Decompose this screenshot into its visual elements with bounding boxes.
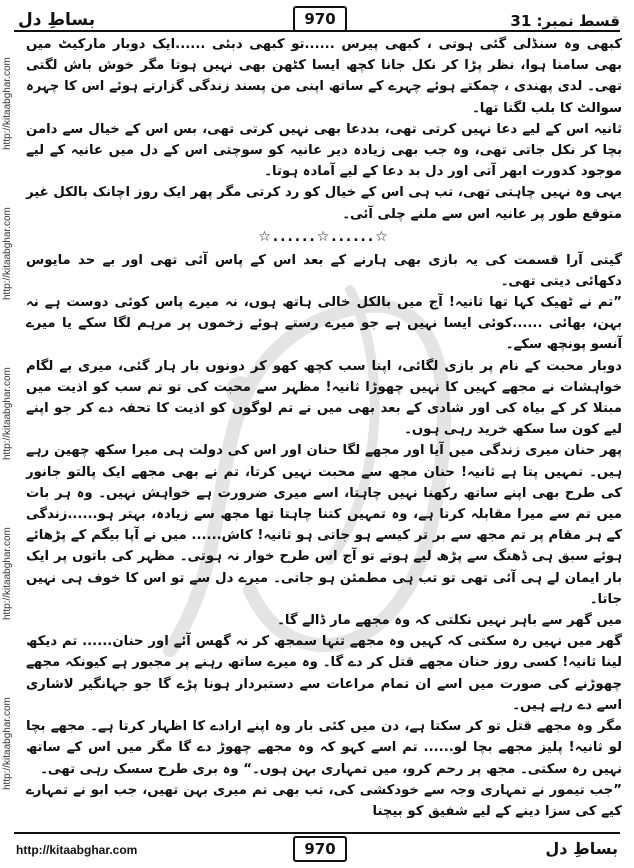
paragraph: ثانیہ اس کے لیے دعا نہیں کرتی تھی، بددعا بھی نہیں کرتی تھی، بس اس کے خیال سے دامن بچا کر نکل جاتی تھی، وہ جب بھی زیادہ دیر عانیہ کو سوچتی اس کے دل میں عانیہ کے لیے موجود کدورت ابھر آتی اور دل بد دعا کے لیے آمادہ ہوتا۔	[26, 121, 622, 180]
paragraph: گھر میں نہیں رہ سکتی کہ کہیں وہ مجھے تنہا سمجھ کر نہ گھس آئے اور حنان...... تم دیکھ لینا ثانیہ! کسی روز حنان مجھے قتل کر دے گا۔ وہ میرے ساتھ رہنے پر مجبور ہے کیونکہ مجھے چھوڑنے کی صورت میں اسے ان تمام مراعات سے دستبردار ہونا پڑے گا جو جہانگیر لاشاری اسے دے رہے ہیں۔	[26, 634, 622, 713]
paragraph: دوبار محبت کے نام پر بازی لگائی، اپنا سب کچھ کھو کر دونوں بار ہار گئی، میری بے لگام خواہشات نے مجھے کہیں کا نہیں چھوڑا ثانیہ! مظہر سے محبت کی تو تم سب کو اذیت میں مبتلا کر کے بیاہ کی اور شادی کے بعد بھی میں نے تم لوگوں کو اذیت کا تحفہ دے کر جو اپنے لیے کون سا سکھ خرید رہی ہوں۔	[26, 358, 622, 438]
story-text	[26, 34, 622, 822]
side-url-3[interactable]: http://kitaabghar.com	[2, 367, 13, 460]
footer-url-link[interactable]: http://kitaabghar.com	[16, 843, 138, 857]
book-title-footer: بساطِ دل	[545, 839, 618, 858]
side-url-2[interactable]: http://kitaabghar.com	[2, 207, 13, 300]
header-rule	[14, 30, 620, 32]
paragraph: یہی وہ نہیں چاہتی تھی، تب ہی اس کے خیال کو رد کرتی مگر پھر ایک روز اچانک بالکل غیر متوقع طور پر عانیہ اس سے ملنے چلی آئی۔	[26, 185, 622, 222]
book-title-header: بساطِ دل	[18, 10, 96, 30]
page-number-bottom: 970	[293, 836, 347, 862]
side-url-1[interactable]: http://kitaabghar.com	[2, 57, 13, 150]
page-number-top: 970	[293, 6, 347, 32]
paragraph: ”جب تیمور نے تمہاری وجہ سے خودکشی کی، تب بھی تم میری بہن تھیں، جب ابو نے تمہارے کیے کی سزا دینے کے لیے شفیق کو بیچنا	[26, 782, 622, 819]
section-break-stars: ☆......☆......☆	[258, 228, 390, 245]
paragraph: ”تم نے ٹھیک کہا تھا ثانیہ! آج میں بالکل خالی ہاتھ ہوں، نہ میرے پاس کوئی دوست ہے نہ بہن، بھائی ......کوئی ایسا نہیں ہے جو میرے رستے ہوئے زخموں پر مرہم لگا سکے یا میرے آنسو پونچھ سکے۔	[26, 295, 622, 353]
side-url-4[interactable]: http://kitaabghar.com	[2, 527, 13, 620]
side-url-5[interactable]: http://kitaabghar.com	[2, 697, 13, 790]
footer-rule	[14, 832, 620, 834]
paragraph: پھر حنان میری زندگی میں آیا اور مجھے لگا حنان اور اس کی دولت ہی میرا سکھ چھین رہے ہیں۔ تمہیں پتا ہے ثانیہ! حنان مجھ سے محبت نہیں کرتا، تم نے بھی مجھے ایک پالتو جانور کی طرح بھی اپنے ساتھ رکھنا نہیں چاہتا، اسے میری ضرورت ہے خواہش نہیں۔ وہ ہر بات میں تم سے میرا مقابلہ کرتا ہے، وہ تمہیں کتنا چاہتا تھا مجھ سے زیادہ، بہتر ہو......زندگی کے ہر مقام پر تم مجھ سے بر تر کیسے ہو جاتی ہو ثانیہ! کاش...... میں نے آپا بیگم کے پڑھائے ہوئے سبق ہی ڈھنگ سے پڑھ لیے ہوتے تو آج اس طرح خوار نہ ہوتی۔ مظہر کی باتوں پر ایک بار ایمان لے ہی آئی تھی تو تب ہی مطمئن ہو جاتی۔ میرے دل سے تو اس کا خوف ہی نہیں جاتا۔	[26, 443, 622, 607]
paragraph: گیتی آرا قسمت کی یہ بازی بھی ہارنے کے بعد اس کے پاس آئی تھی اور بے حد مایوس دکھائی دیتی تھی۔	[26, 252, 622, 289]
paragraph: مگر وہ مجھے قتل تو کر سکتا ہے، دن میں کئی بار وہ اپنے ارادے کا اظہار کرتا ہے۔ مجھے بچا لو ثانیہ! پلیز مجھے بچا لو...... تم اسے کہو کہ وہ مجھے چھوڑ دے گا مگر میں اس کے ساتھ نہیں رہ سکتی۔ مجھ پر رحم کرو، میں تمہاری بہن ہوں۔“ وہ بری طرح سسک رہی تھی۔	[26, 719, 622, 777]
episode-label: قسط نمبر: 31	[510, 12, 620, 30]
paragraph: کبھی وہ سنڈلی گئی ہوتی ، کبھی پیرس ......تو کبھی دبئی ......ایک دوبار مارکیٹ میں بھی سامنا ہوا، نظر پڑا کر نکل جانا کچھ ایسا کٹھن بھی نہیں ہوتا مگر خوش باش لگتی تھی۔ لدی پھندی ، چمکتے ہوئے چہرے کے ساتھ اپنی من پسند زندگی گزارتے ہوئے اس کا چہرہ سوالٹ کا بلب لگتا تھا۔	[26, 37, 622, 116]
paragraph: میں گھر سے باہر نہیں نکلتی کہ وہ مجھے مار ڈالے گا۔	[277, 613, 622, 629]
